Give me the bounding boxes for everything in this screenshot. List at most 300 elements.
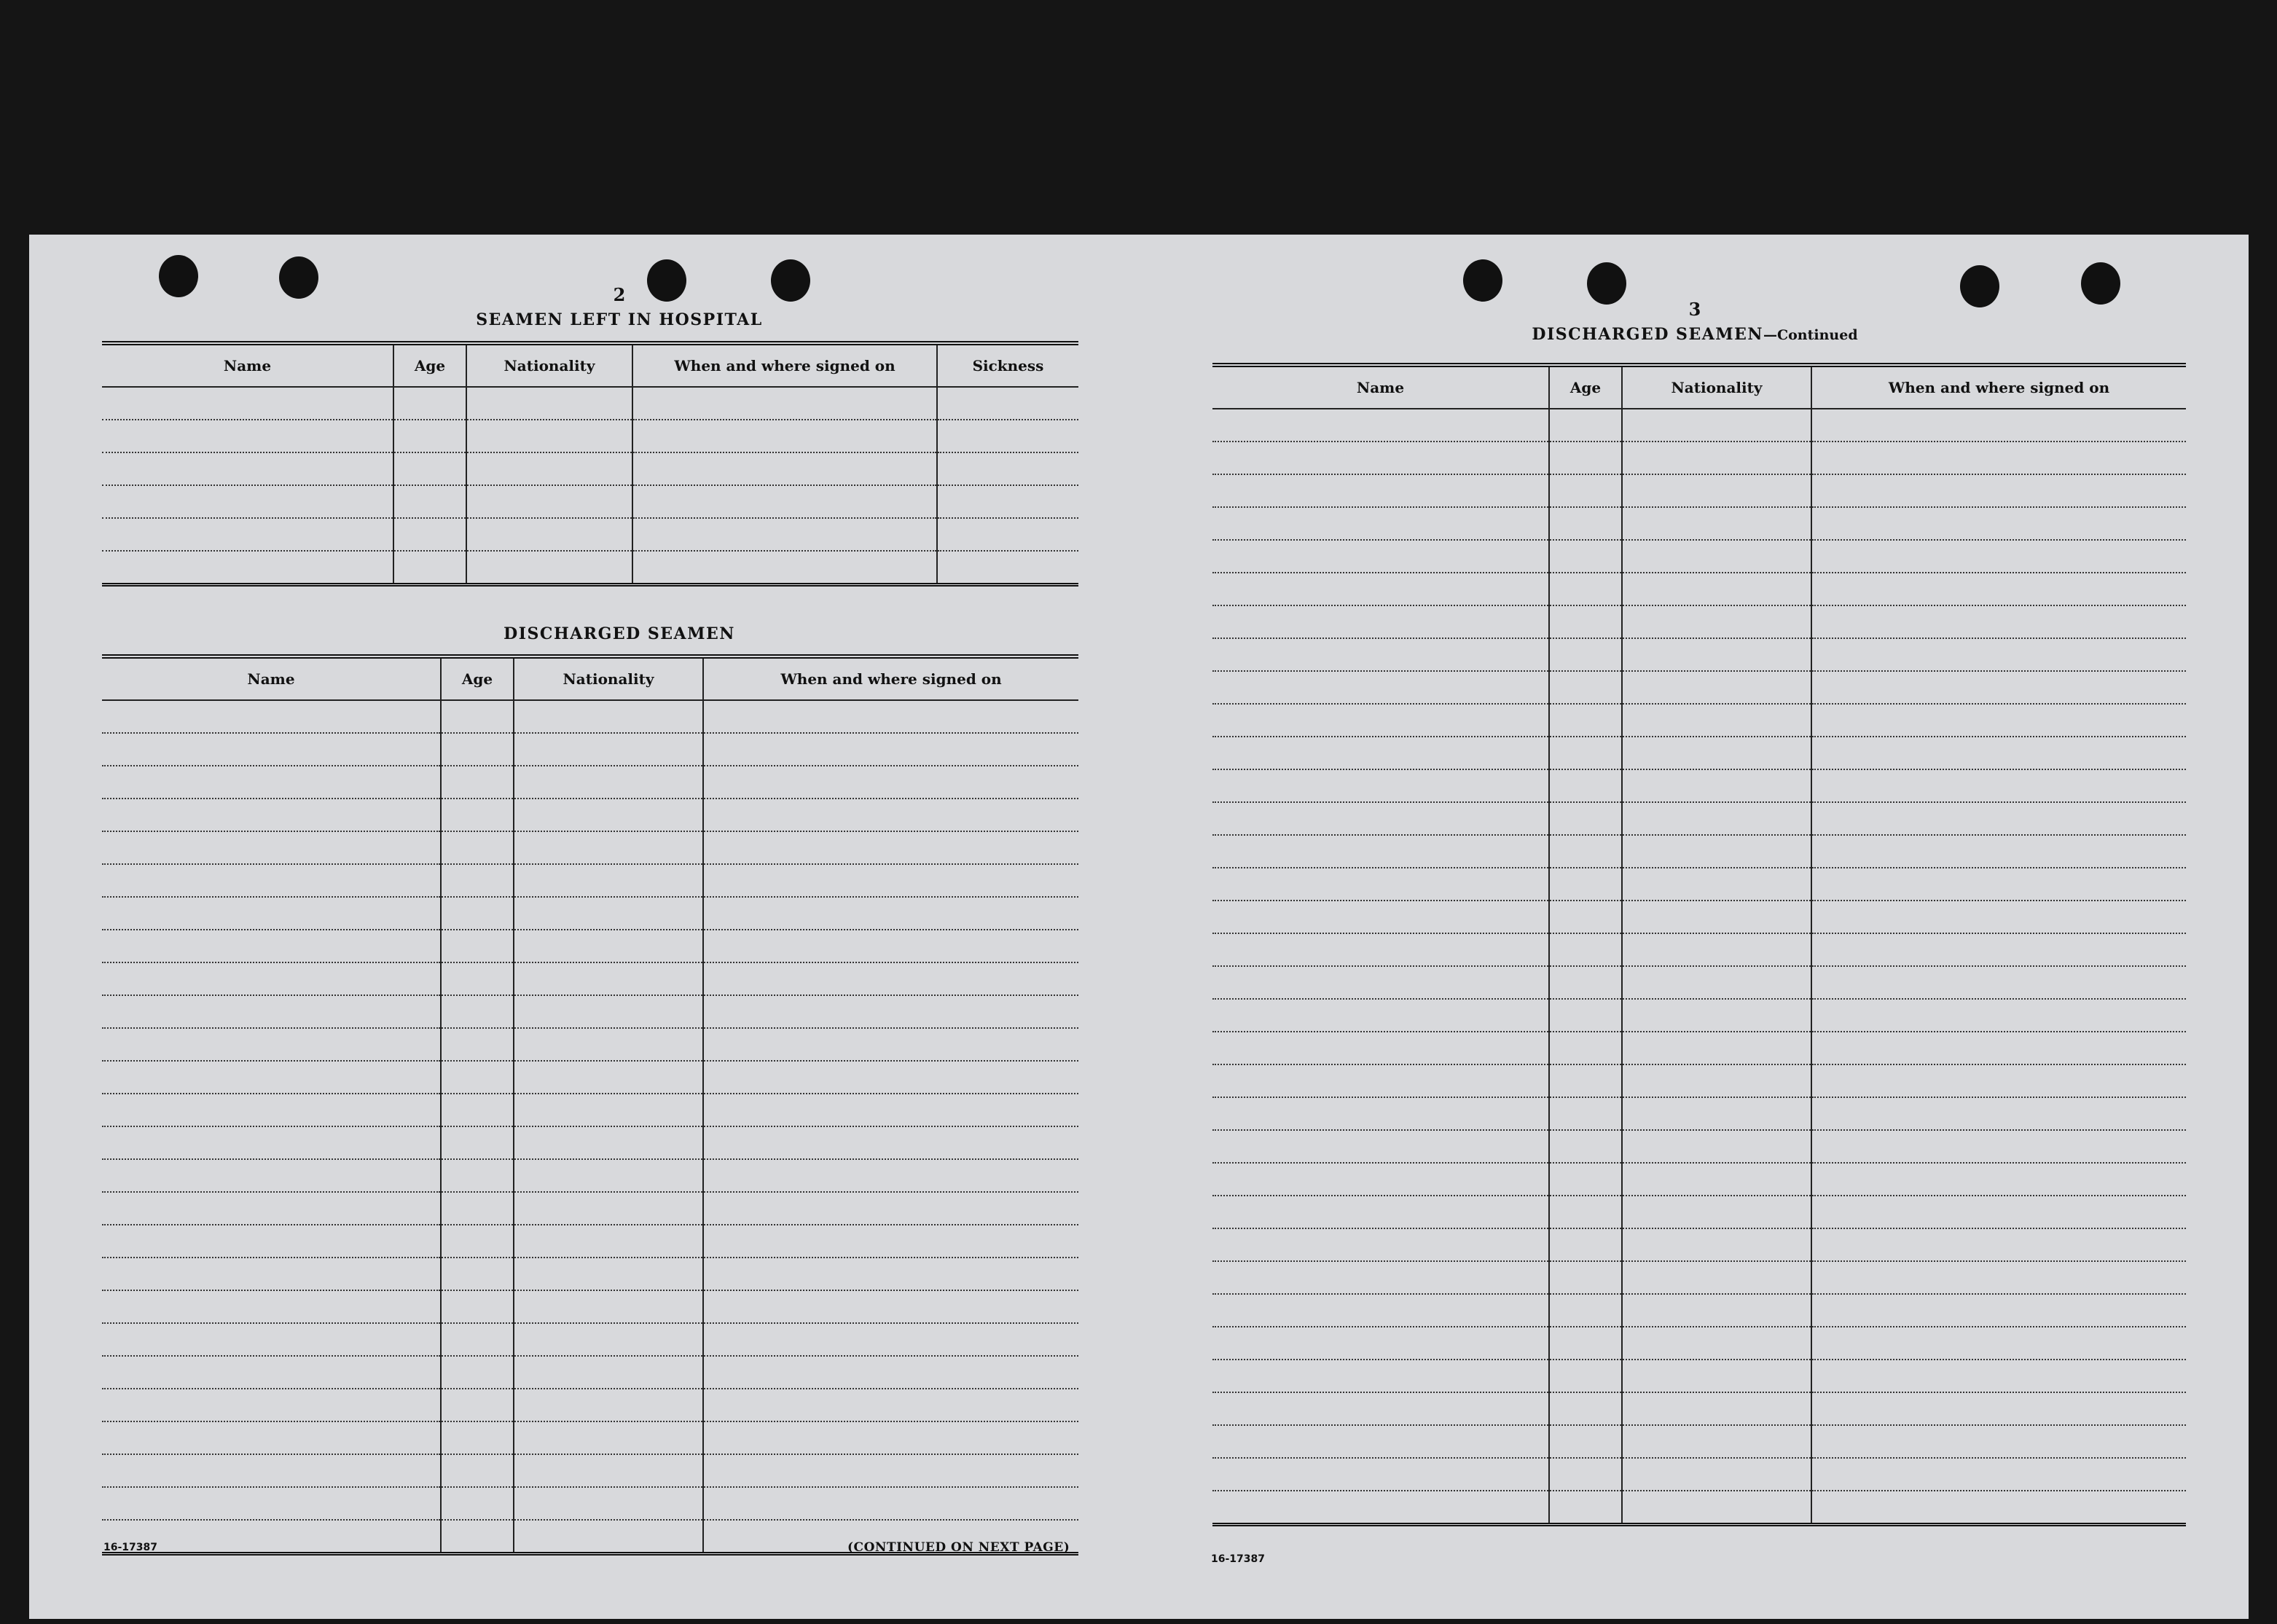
blank-entry-cell [1622,966,1811,999]
blank-entry-cell [1811,999,2186,1032]
table-row [1212,442,2186,474]
blank-entry-cell [1811,638,2186,671]
blank-entry-cell [1622,1228,1811,1261]
document-sheet [29,235,2249,1619]
table-row [1212,933,2186,966]
blank-entry-cell [441,1487,514,1520]
blank-entry-cell [1212,999,1549,1032]
blank-entry-cell [466,452,632,485]
blank-entry-cell [1212,966,1549,999]
column-header-nationality: Nationality [1622,365,1811,409]
blank-entry-cell [514,799,703,831]
column-header-nationality: Nationality [466,343,632,387]
punch-hole [771,259,810,302]
blank-entry-cell [514,1126,703,1159]
blank-entry-cell [514,1258,703,1290]
blank-entry-cell [1212,605,1549,638]
table-row [102,1258,1078,1290]
blank-entry-cell [1212,1228,1549,1261]
blank-entry-cell [703,930,1078,962]
blank-entry-cell [632,551,937,585]
blank-entry-cell [703,897,1078,930]
blank-entry-cell [937,551,1078,585]
blank-entry-cell [441,1323,514,1356]
blank-entry-cell [441,1126,514,1159]
blank-entry-cell [1622,737,1811,769]
table-row [1212,1425,2186,1458]
blank-entry-cell [1811,737,2186,769]
blank-entry-cell [1622,868,1811,901]
blank-entry-cell [1549,442,1622,474]
blank-entry-cell [1622,1196,1811,1228]
blank-entry-cell [1622,573,1811,605]
column-header-name: Name [102,656,441,700]
blank-entry-cell [1811,442,2186,474]
blank-entry-cell [1622,1491,1811,1525]
blank-entry-cell [514,930,703,962]
blank-entry-cell [1549,933,1622,966]
table-row [1212,409,2186,442]
blank-entry-cell [703,962,1078,995]
blank-entry-cell [514,1159,703,1192]
table-row [102,1225,1078,1258]
blank-entry-cell [102,897,441,930]
blank-entry-cell [1549,1360,1622,1392]
blank-entry-cell [1212,933,1549,966]
blank-entry-cell [102,1225,441,1258]
table-row [1212,1196,2186,1228]
blank-entry-cell [1549,573,1622,605]
blank-entry-cell [441,831,514,864]
blank-entry-cell [1549,769,1622,802]
table-row [102,420,1078,452]
blank-entry-cell [703,1258,1078,1290]
blank-entry-cell [1622,638,1811,671]
column-header-signed-on: When and where signed on [1811,365,2186,409]
hospital-table [102,341,1078,587]
blank-entry-cell [1811,540,2186,573]
table-row [1212,901,2186,933]
column-header-signed-on: When and where signed on [703,656,1078,700]
blank-entry-cell [514,1225,703,1258]
blank-entry-cell [393,420,466,452]
table-row [102,485,1078,518]
blank-entry-cell [1622,1032,1811,1064]
table-row [102,1126,1078,1159]
table-row [1212,605,2186,638]
blank-entry-cell [1811,1097,2186,1130]
table-row [1212,638,2186,671]
blank-entry-cell [1549,901,1622,933]
blank-entry-cell [1549,1392,1622,1425]
blank-entry-cell [632,485,937,518]
table-row [102,551,1078,585]
table-row [1212,1032,2186,1064]
column-header-age: Age [441,656,514,700]
blank-entry-cell [441,930,514,962]
blank-entry-cell [703,1487,1078,1520]
blank-entry-cell [102,930,441,962]
blank-entry-cell [1811,1360,2186,1392]
table-header-row [102,343,1078,387]
blank-entry-cell [514,1356,703,1389]
blank-entry-cell [1212,1425,1549,1458]
blank-entry-cell [1549,704,1622,737]
table-row [1212,1130,2186,1163]
blank-entry-cell [441,897,514,930]
blank-entry-cell [937,420,1078,452]
form-number-right: 16-17387 [1211,1553,1265,1565]
blank-entry-cell [102,733,441,766]
blank-entry-cell [1622,835,1811,868]
blank-entry-cell [102,551,393,585]
blank-entry-cell [1622,1064,1811,1097]
blank-entry-cell [514,1520,703,1554]
table-row [102,799,1078,831]
blank-entry-cell [1549,507,1622,540]
blank-entry-cell [1811,1425,2186,1458]
blank-entry-cell [1212,1097,1549,1130]
table-row [102,962,1078,995]
blank-entry-cell [1212,442,1549,474]
blank-entry-cell [1549,671,1622,704]
punch-hole [1463,259,1502,302]
table-row [102,700,1078,733]
blank-entry-cell [632,452,937,485]
blank-entry-cell [703,1421,1078,1454]
table-header-row [102,656,1078,700]
table-row [1212,1228,2186,1261]
blank-entry-cell [1811,1130,2186,1163]
blank-entry-cell [1212,1294,1549,1327]
blank-entry-cell [514,1094,703,1126]
blank-entry-cell [102,1389,441,1421]
blank-entry-cell [1622,474,1811,507]
table-row [102,1454,1078,1487]
discharged-rows [102,700,1078,1554]
blank-entry-cell [441,1225,514,1258]
blank-entry-cell [703,1094,1078,1126]
blank-entry-cell [102,387,393,420]
blank-entry-cell [441,1454,514,1487]
table-row [102,766,1078,799]
blank-entry-cell [102,995,441,1028]
blank-entry-cell [466,387,632,420]
blank-entry-cell [1549,737,1622,769]
table-row [102,1421,1078,1454]
blank-entry-cell [1212,1163,1549,1196]
blank-entry-cell [1811,901,2186,933]
blank-entry-cell [1212,901,1549,933]
blank-entry-cell [1212,671,1549,704]
blank-entry-cell [441,766,514,799]
table-row [102,733,1078,766]
blank-entry-cell [703,1356,1078,1389]
blank-entry-cell [393,551,466,585]
blank-entry-cell [102,1454,441,1487]
blank-entry-cell [1622,442,1811,474]
blank-entry-cell [703,1389,1078,1421]
blank-entry-cell [393,452,466,485]
blank-entry-cell [1622,507,1811,540]
blank-entry-cell [102,518,393,551]
blank-entry-cell [441,1520,514,1554]
blank-entry-cell [466,420,632,452]
blank-entry-cell [1212,1327,1549,1360]
blank-entry-cell [441,864,514,897]
table-row [102,1159,1078,1192]
column-header-sickness: Sickness [937,343,1078,387]
blank-entry-cell [514,1421,703,1454]
blank-entry-cell [1212,507,1549,540]
blank-entry-cell [1549,1425,1622,1458]
blank-entry-cell [1622,1392,1811,1425]
blank-entry-cell [1811,704,2186,737]
blank-entry-cell [1212,409,1549,442]
discharged-continued-table [1212,363,2186,1526]
blank-entry-cell [1549,605,1622,638]
blank-entry-cell [514,1389,703,1421]
table-row [102,1487,1078,1520]
table-row [102,897,1078,930]
blank-entry-cell [441,1061,514,1094]
blank-entry-cell [1811,474,2186,507]
table-row [102,1094,1078,1126]
blank-entry-cell [1549,1196,1622,1228]
blank-entry-cell [1212,737,1549,769]
table-row [102,864,1078,897]
table-row [102,452,1078,485]
table-row [1212,1392,2186,1425]
blank-entry-cell [102,1028,441,1061]
blank-entry-cell [937,485,1078,518]
blank-entry-cell [1549,540,1622,573]
blank-entry-cell [102,1061,441,1094]
blank-entry-cell [632,518,937,551]
blank-entry-cell [1549,1064,1622,1097]
discharged-continued-rows [1212,409,2186,1525]
blank-entry-cell [1549,1294,1622,1327]
blank-entry-cell [937,518,1078,551]
blank-entry-cell [102,1421,441,1454]
blank-entry-cell [514,1290,703,1323]
table-row [1212,769,2186,802]
blank-entry-cell [441,1290,514,1323]
blank-entry-cell [703,1159,1078,1192]
blank-entry-cell [1212,704,1549,737]
blank-entry-cell [1622,605,1811,638]
blank-entry-cell [1212,835,1549,868]
blank-entry-cell [1622,409,1811,442]
blank-entry-cell [1212,868,1549,901]
blank-entry-cell [441,799,514,831]
blank-entry-cell [102,1290,441,1323]
punch-hole [1960,265,1999,307]
blank-entry-cell [1549,802,1622,835]
blank-entry-cell [1549,1228,1622,1261]
blank-entry-cell [1622,540,1811,573]
blank-entry-cell [1622,1327,1811,1360]
blank-entry-cell [102,831,441,864]
column-header-age: Age [393,343,466,387]
blank-entry-cell [1212,1130,1549,1163]
blank-entry-cell [102,1094,441,1126]
table-row [1212,507,2186,540]
blank-entry-cell [466,518,632,551]
blank-entry-cell [1212,1261,1549,1294]
table-row [102,1389,1078,1421]
column-header-age: Age [1549,365,1622,409]
punch-hole [159,255,198,297]
blank-entry-cell [1212,1458,1549,1491]
blank-entry-cell [1212,1064,1549,1097]
blank-entry-cell [514,864,703,897]
blank-entry-cell [937,387,1078,420]
blank-entry-cell [703,799,1078,831]
blank-entry-cell [1549,835,1622,868]
blank-entry-cell [1811,671,2186,704]
column-header-name: Name [102,343,393,387]
table-row [102,1028,1078,1061]
punch-hole [1587,262,1626,305]
blank-entry-cell [1811,835,2186,868]
blank-entry-cell [1811,1491,2186,1525]
blank-entry-cell [703,995,1078,1028]
table-row [102,1061,1078,1094]
blank-entry-cell [102,1487,441,1520]
blank-entry-cell [441,1421,514,1454]
blank-entry-cell [1549,474,1622,507]
blank-entry-cell [514,897,703,930]
table-row [1212,966,2186,999]
blank-entry-cell [1212,638,1549,671]
blank-entry-cell [393,485,466,518]
blank-entry-cell [1549,1163,1622,1196]
blank-entry-cell [514,1192,703,1225]
blank-entry-cell [514,962,703,995]
blank-entry-cell [1212,1491,1549,1525]
blank-entry-cell [514,1061,703,1094]
blank-entry-cell [441,995,514,1028]
blank-entry-cell [102,962,441,995]
blank-entry-cell [1811,868,2186,901]
blank-entry-cell [441,1192,514,1225]
table-row [1212,999,2186,1032]
blank-entry-cell [514,831,703,864]
blank-entry-cell [102,1258,441,1290]
table-row [102,1323,1078,1356]
blank-entry-cell [1622,933,1811,966]
blank-entry-cell [514,1454,703,1487]
table-row [1212,1327,2186,1360]
blank-entry-cell [1549,1327,1622,1360]
blank-entry-cell [1811,802,2186,835]
column-header-name: Name [1212,365,1549,409]
blank-entry-cell [1622,1261,1811,1294]
blank-entry-cell [102,864,441,897]
continued-note: (CONTINUED ON NEXT PAGE) [847,1540,1070,1555]
blank-entry-cell [1622,1360,1811,1392]
blank-entry-cell [1622,1097,1811,1130]
blank-entry-cell [1212,1392,1549,1425]
table-row [102,387,1078,420]
table-row [1212,573,2186,605]
table-row [1212,868,2186,901]
blank-entry-cell [102,1323,441,1356]
blank-entry-cell [514,766,703,799]
table-row [1212,671,2186,704]
blank-entry-cell [937,452,1078,485]
column-header-signed-on: When and where signed on [632,343,937,387]
blank-entry-cell [466,551,632,585]
table-row [102,995,1078,1028]
blank-entry-cell [102,766,441,799]
blank-entry-cell [703,864,1078,897]
blank-entry-cell [1212,540,1549,573]
table-row [1212,1294,2186,1327]
blank-entry-cell [703,1061,1078,1094]
table-row [1212,1491,2186,1525]
blank-entry-cell [1811,966,2186,999]
table-row [1212,1261,2186,1294]
table-row [1212,1458,2186,1491]
blank-entry-cell [1811,1064,2186,1097]
blank-entry-cell [102,700,441,733]
blank-entry-cell [514,1323,703,1356]
blank-entry-cell [1811,1196,2186,1228]
discharged-section-title: DISCHARGED SEAMEN [503,624,735,643]
blank-entry-cell [1212,802,1549,835]
blank-entry-cell [1811,1032,2186,1064]
page-number-right: 3 [1688,299,1701,320]
blank-entry-cell [1549,999,1622,1032]
blank-entry-cell [1212,769,1549,802]
blank-entry-cell [441,700,514,733]
blank-entry-cell [1811,1327,2186,1360]
blank-entry-cell [1622,1130,1811,1163]
blank-entry-cell [1549,868,1622,901]
blank-entry-cell [1212,1032,1549,1064]
blank-entry-cell [1811,933,2186,966]
blank-entry-cell [466,485,632,518]
blank-entry-cell [703,1225,1078,1258]
blank-entry-cell [1622,671,1811,704]
blank-entry-cell [441,1028,514,1061]
blank-entry-cell [1811,573,2186,605]
blank-entry-cell [1811,1392,2186,1425]
punch-hole [2081,262,2120,305]
blank-entry-cell [1212,1196,1549,1228]
title-suffix: —Continued [1763,327,1858,343]
blank-entry-cell [703,700,1078,733]
table-row [1212,1064,2186,1097]
blank-entry-cell [1549,638,1622,671]
blank-entry-cell [441,962,514,995]
blank-entry-cell [393,387,466,420]
table-header-row [1212,365,2186,409]
blank-entry-cell [1811,1458,2186,1491]
table-row [1212,1360,2186,1392]
blank-entry-cell [1212,1360,1549,1392]
table-row [1212,540,2186,573]
blank-entry-cell [1811,1294,2186,1327]
blank-entry-cell [393,518,466,551]
page-number-left: 2 [613,284,626,305]
blank-entry-cell [1622,1163,1811,1196]
blank-entry-cell [514,700,703,733]
blank-entry-cell [703,831,1078,864]
blank-entry-cell [703,766,1078,799]
